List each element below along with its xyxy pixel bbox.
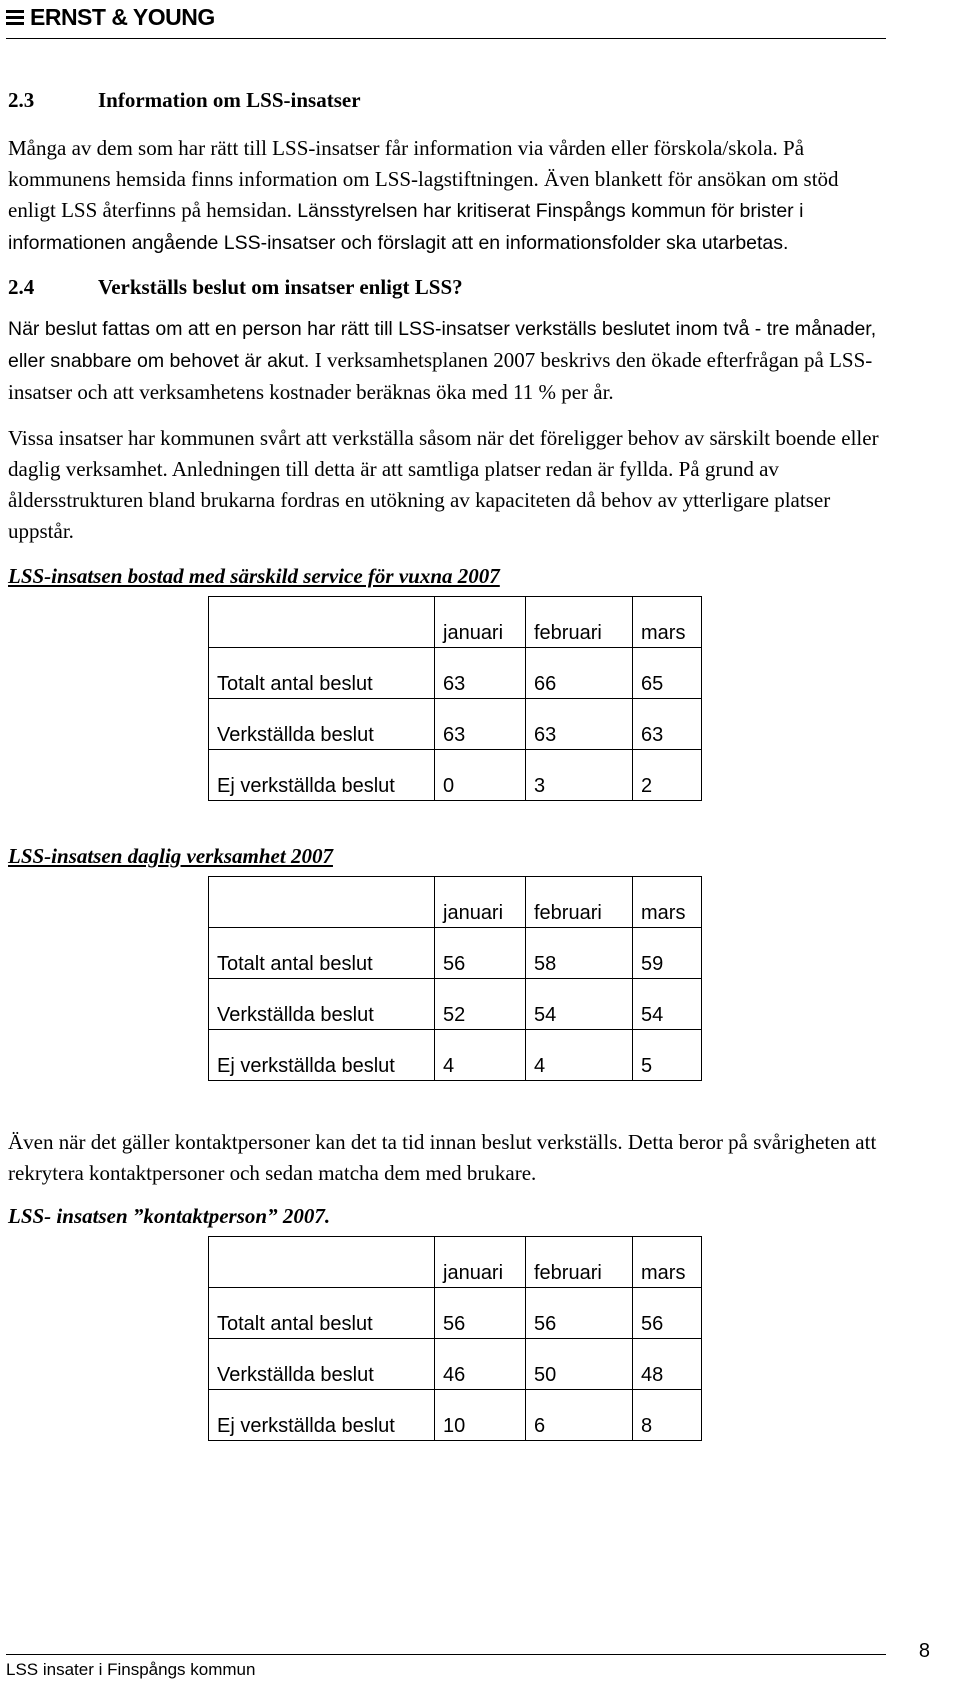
- table-cell: 6: [526, 1390, 633, 1441]
- page-number: 8: [918, 1640, 930, 1662]
- table-cell: 0: [435, 750, 526, 801]
- table-3-title: LSS- insatsen ”kontaktperson” 2007.: [8, 1204, 331, 1228]
- table-cell: januari: [435, 597, 526, 648]
- table-2-title: LSS-insatsen daglig verksamhet 2007: [8, 844, 333, 868]
- section-number: 2.4: [8, 275, 35, 299]
- table-cell: Verkställda beslut: [209, 1339, 435, 1390]
- table-row: [209, 699, 702, 750]
- table-cell: 4: [435, 1030, 526, 1081]
- section-2-4-heading: [8, 275, 888, 300]
- footer-rule: [6, 1654, 886, 1655]
- logo-text: ERNST & YOUNG: [30, 4, 215, 30]
- table-cell: Ej verkställda beslut: [209, 1030, 435, 1081]
- footer-text: LSS insater i Finspångs kommun: [6, 1660, 256, 1679]
- section-title: Information om LSS-insatser: [98, 88, 361, 112]
- table-header-row: [209, 597, 702, 648]
- table-row: [209, 648, 702, 699]
- table-cell: 59: [633, 928, 702, 979]
- table-row: [209, 1288, 702, 1339]
- table-cell: 63: [435, 699, 526, 750]
- table-cell: januari: [435, 877, 526, 928]
- table-cell: Verkställda beslut: [209, 979, 435, 1030]
- table-cell: mars: [633, 1237, 702, 1288]
- table-cell: januari: [435, 1237, 526, 1288]
- table-cell: [209, 597, 435, 648]
- table-cell: 56: [633, 1288, 702, 1339]
- table-header-row: [209, 1237, 702, 1288]
- table-cell: 52: [435, 979, 526, 1030]
- table-cell: 63: [633, 699, 702, 750]
- table-cell: februari: [526, 877, 633, 928]
- table-cell: [209, 1237, 435, 1288]
- table-cell: 63: [435, 648, 526, 699]
- table-cell: 56: [435, 928, 526, 979]
- table-cell: 56: [526, 1288, 633, 1339]
- contact-paragraph: Även när det gäller kontaktpersoner kan det ta tid innan beslut verkställs. Detta beror på svårigheten att rekrytera kontaktpersoner och sedan matcha dem med brukare.: [8, 1130, 877, 1185]
- table-cell: mars: [633, 877, 702, 928]
- table-row: [209, 928, 702, 979]
- paragraph-text: I verksamhetsplanen 2007 beskrivs den ökade efterfrågan på LSS-insatser och att verksamhetens kostnader beräknas öka med 11 % per år.: [8, 348, 873, 404]
- table-cell: 3: [526, 750, 633, 801]
- company-logo: [6, 4, 886, 31]
- table-cell: Verkställda beslut: [209, 699, 435, 750]
- table-cell: 10: [435, 1390, 526, 1441]
- header-rule: [6, 38, 886, 39]
- section-title: Verkställs beslut om insatser enligt LSS?: [98, 275, 463, 299]
- table-cell: 50: [526, 1339, 633, 1390]
- table-cell: Ej verkställda beslut: [209, 750, 435, 801]
- table-cell: 63: [526, 699, 633, 750]
- table-cell: februari: [526, 597, 633, 648]
- section-2-3-paragraph: [8, 133, 888, 259]
- paragraph-text: Många av dem som har rätt till LSS-insatser får information via vården eller förskola/skola. På kommunens hemsida finns information om LSS-lagstiftningen. Även blankett för ansökan om stöd enligt LSS återfinns på hemsidan.: [8, 136, 839, 222]
- table-cell: 54: [633, 979, 702, 1030]
- section-2-4-paragraph-2: Vissa insatser har kommunen svårt att verkställa såsom när det föreligger behov av särskilt boende eller daglig verksamhet. Anledningen till detta är att samtliga platser redan är fyllda. På grund av åldersstrukturen bland brukarna fordras en utökning av kapaciteten då behov av ytterligare platser uppstår.: [8, 426, 879, 543]
- table-cell: 46: [435, 1339, 526, 1390]
- table-row: [209, 1390, 702, 1441]
- table-cell: 5: [633, 1030, 702, 1081]
- table-cell: Totalt antal beslut: [209, 648, 435, 699]
- table-cell: Totalt antal beslut: [209, 1288, 435, 1339]
- section-2-4-paragraph-1: [8, 314, 888, 409]
- table-cell: Ej verkställda beslut: [209, 1390, 435, 1441]
- table-header-row: [209, 877, 702, 928]
- table-cell: [209, 877, 435, 928]
- table-cell: Totalt antal beslut: [209, 928, 435, 979]
- table-row: [209, 1030, 702, 1081]
- table-3: [208, 1236, 702, 1441]
- table-cell: 8: [633, 1390, 702, 1441]
- table-cell: 56: [435, 1288, 526, 1339]
- table-cell: 2: [633, 750, 702, 801]
- table-row: [209, 1339, 702, 1390]
- table-2: [208, 876, 702, 1081]
- page-header: [6, 4, 886, 38]
- table-1-title: LSS-insatsen bostad med särskild service för vuxna 2007: [8, 564, 500, 588]
- table-cell: februari: [526, 1237, 633, 1288]
- table-cell: 65: [633, 648, 702, 699]
- section-2-3-heading: [8, 88, 888, 113]
- paragraph-text: Länsstyrelsen har kritiserat Finspångs kommun för brister i informationen angående LSS-insatser och förslagit att en informationsfolder ska utarbetas.: [8, 200, 804, 254]
- table-cell: 48: [633, 1339, 702, 1390]
- document-body: [8, 88, 888, 1441]
- table-1: [208, 596, 702, 801]
- table-cell: 66: [526, 648, 633, 699]
- table-row: [209, 750, 702, 801]
- table-cell: 4: [526, 1030, 633, 1081]
- paragraph-text: När beslut fattas om att en person har rätt till LSS-insatser verkställs beslutet inom två - tre månader, eller snabbare om behovet är akut.: [8, 318, 877, 372]
- table-cell: mars: [633, 597, 702, 648]
- logo-mark-icon: [6, 10, 24, 25]
- table-row: [209, 979, 702, 1030]
- table-cell: 54: [526, 979, 633, 1030]
- table-cell: 58: [526, 928, 633, 979]
- section-number: 2.3: [8, 88, 35, 112]
